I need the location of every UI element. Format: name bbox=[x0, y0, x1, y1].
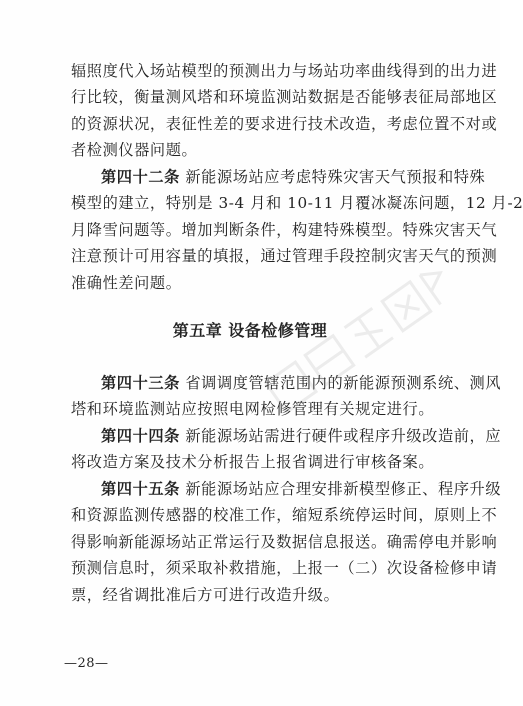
chapter-title: 第五章 设备检修管理 bbox=[172, 321, 328, 340]
article-42 bbox=[71, 164, 523, 296]
text-line: 行比较，衡量测风塔和环境监测站数据是否能够表征局部地区 bbox=[71, 88, 498, 107]
article-heading: 第四十二条 bbox=[101, 168, 180, 186]
article-heading: 第四十三条 bbox=[101, 374, 180, 392]
article-heading: 第四十五条 bbox=[101, 480, 180, 498]
text-line: 辐照度代入场站模型的预测出力与场站功率曲线得到的出力进 bbox=[71, 62, 498, 80]
page-number: —28— bbox=[64, 656, 109, 671]
text-line: 得影响新能源场站正常运行及数据信息报送。确需停电并影响 bbox=[71, 532, 498, 551]
text-line: 新能源场站需进行硬件或程序升级改造前，应 bbox=[179, 427, 502, 445]
text-line: 预测信息时，须采取补救措施，上报一（二）次设备检修申请 bbox=[71, 559, 498, 578]
article-heading: 第四十四条 bbox=[101, 427, 180, 445]
text-line: 省调调度管辖范围内的新能源预测系统、测风 bbox=[179, 374, 502, 392]
text-line: 票，经省调批准后方可进行改造升级。 bbox=[71, 585, 340, 604]
text-line: 塔和环境监测站应按照电网检修管理有关规定进行。 bbox=[71, 400, 435, 419]
article-43 bbox=[71, 370, 502, 423]
text-line: 注意预计可用容量的填报，通过管理手段控制灾害天气的预测 bbox=[71, 247, 498, 266]
text-line: 准确性差问题。 bbox=[71, 273, 182, 292]
text-line: 月降雪问题等。增加判断条件，构建特殊模型。特殊灾害天气 bbox=[71, 220, 498, 239]
text-line: 新能源场站应合理安排新模型修正、程序升级 bbox=[179, 480, 502, 498]
text-line: 模型的建立，特别是 3-4 月和 10-11 月覆冰凝冻问题，12 月-2 bbox=[71, 194, 523, 213]
text-line: 和资源监测传感器的校准工作，缩短系统停运时间，原则上不 bbox=[71, 506, 498, 525]
article-44 bbox=[71, 423, 502, 476]
article-45 bbox=[71, 476, 502, 608]
paragraph-continuation bbox=[71, 58, 498, 164]
text-line: 的资源状况，表征性差的要求进行技术改造，考虑位置不对或 bbox=[71, 114, 498, 133]
text-line: 新能源场站应考虑特殊灾害天气预报和特殊 bbox=[179, 168, 486, 186]
text-line: 将改造方案及技术分析报告上报省调进行审核备案。 bbox=[71, 453, 435, 472]
text-line: 者检测仪器问题。 bbox=[71, 141, 198, 160]
